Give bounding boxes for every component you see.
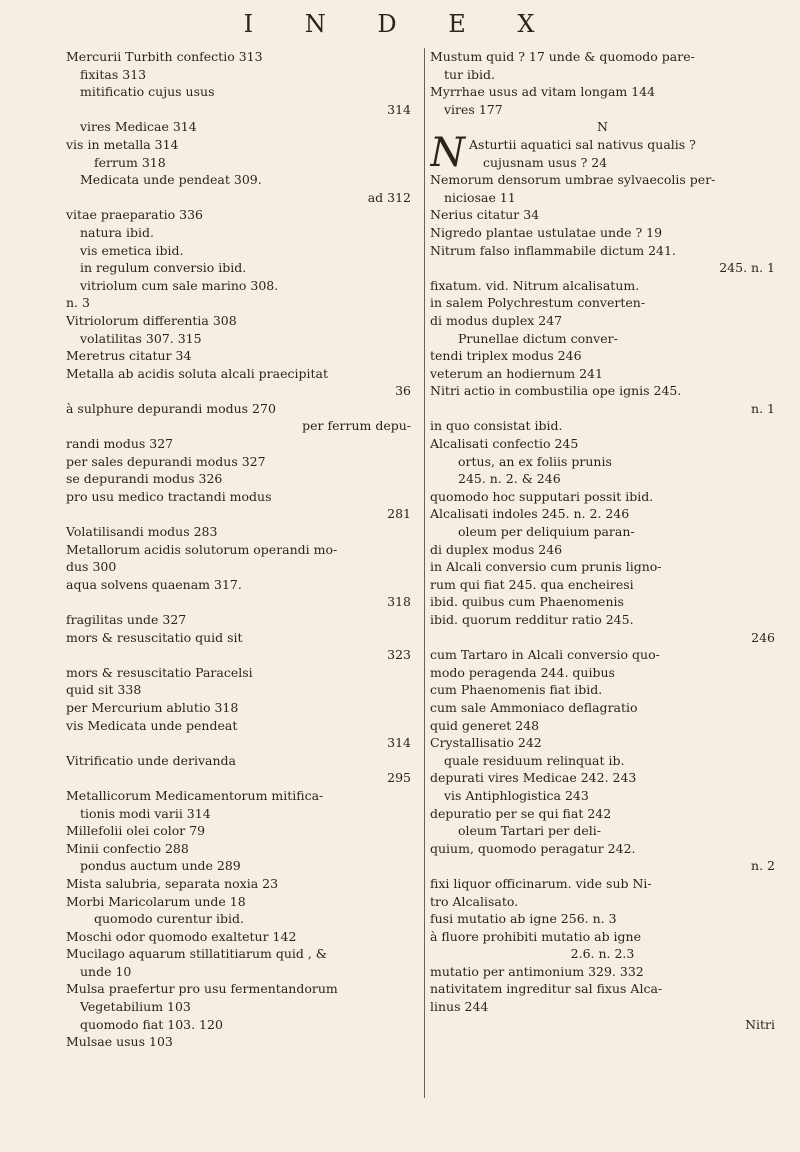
index-line: cujusnam usus ? 24	[483, 154, 608, 170]
index-line: Asturtii aquatici sal nativus qualis ?	[469, 136, 696, 152]
index-line: Medicata unde pendeat 309.	[80, 172, 262, 188]
index-line: aqua solvens quaenam 317.	[66, 576, 242, 592]
index-line: vitriolum cum sale marino 308.	[80, 277, 279, 293]
index-line: veterum an hodiernum 241	[430, 365, 603, 381]
index-line: Mulsae usus 103	[66, 1034, 173, 1050]
index-line: di modus duplex 247	[430, 312, 563, 328]
index-line: depuratio per se qui fiat 242	[430, 805, 612, 821]
index-line: se depurandi modus 326	[66, 471, 223, 487]
index-line: vis Antiphlogistica 243	[444, 787, 589, 803]
index-line: Vegetabilium 103	[80, 999, 191, 1015]
index-line: ferrum 318	[94, 154, 166, 170]
index-line: tro Alcalisato.	[430, 893, 519, 909]
index-line: Crystallisatio 242	[430, 735, 542, 751]
index-line: 246	[751, 629, 775, 645]
index-line: Minii confectio 288	[66, 840, 189, 856]
index-line: Nemorum densorum umbrae sylvaecolis per-	[430, 172, 716, 188]
index-line: ibid. quibus cum Phaenomenis	[430, 594, 624, 610]
index-line: Morbi Mariсolarum unde 18	[66, 893, 246, 909]
index-line: linus 244	[430, 999, 489, 1015]
index-line: oleum per deliquium paran-	[458, 524, 635, 540]
index-line: Mustum quid ? 17 unde & quomodo pare-	[430, 49, 695, 64]
index-line: 36	[395, 383, 411, 399]
index-line: oleum Tartari per deli-	[458, 823, 601, 839]
index-line: 2.6. n. 2.3	[570, 946, 635, 962]
index-line: ortus, an ex foliis prunis	[458, 453, 612, 469]
index-column-left	[66, 48, 411, 1051]
index-line: randi modus 327	[66, 436, 174, 452]
index-line: mitificatio cujus usus	[80, 84, 215, 100]
index-line: quale residuum relinquat ib.	[444, 752, 625, 768]
index-line: à sulphure depurandi modus 270	[66, 400, 276, 416]
index-line: tendi triplex modus 246	[430, 348, 582, 364]
index-line: fragilitas unde 327	[66, 612, 187, 627]
index-line: Mulsa praefertur pro usu fermentandorum	[66, 981, 338, 997]
index-line: Nitrum falso inflammabile dictum 241.	[430, 242, 676, 258]
index-line: fixi liquor officinarum. vide sub Ni-	[430, 875, 652, 891]
index-line: per ferrum depu-	[302, 418, 411, 434]
index-line: Moschi odor quomodo exaltetur 142	[66, 928, 297, 944]
index-line: per sales depurandi modus 327	[66, 453, 266, 469]
index-line: quium, quomodo peragatur 242.	[430, 840, 636, 856]
index-line: vires 177	[444, 101, 503, 117]
index-line: Vitriolorum differentia 308	[66, 312, 237, 328]
column-divider	[424, 48, 425, 1098]
index-line: rum qui fiat 245. qua encheiresi	[430, 576, 634, 592]
index-line: 245. n. 2. & 246	[458, 471, 561, 487]
section-n-start	[430, 136, 775, 171]
index-line: niciosae 11	[444, 189, 516, 205]
index-line: Metallicorum Medicamentorum mitifica-	[66, 787, 324, 803]
index-line: vitae praeparatio 336	[66, 207, 203, 223]
page-title: I N D E X	[243, 10, 557, 38]
index-line: Alcalisati confectio 245	[430, 436, 579, 452]
index-line: pondus auctum unde 289	[80, 858, 241, 874]
index-line: 318	[387, 594, 411, 610]
index-line: ad 312	[367, 189, 411, 205]
index-line: tionis modi varii 314	[80, 805, 211, 821]
index-line: 314	[387, 735, 411, 751]
index-line: nativitatem ingreditur sal fixus Alca-	[430, 981, 663, 997]
index-line: pro usu medico tractandi modus	[66, 488, 272, 504]
index-line: Mista salubria, separata noxia 23	[66, 875, 279, 891]
index-line: quid generet 248	[430, 717, 540, 733]
index-line: fixitas 313	[80, 66, 147, 82]
index-line: Meretrus citatur 34	[66, 348, 192, 364]
index-line: Nitri actio in combustilia ope ignis 245.	[430, 383, 682, 399]
index-line: cum Tartaro in Alcali conversio quo-	[430, 647, 660, 663]
index-line: quomodo curentur ibid.	[94, 911, 244, 927]
index-line: in salem Polychrestum converten-	[430, 295, 646, 311]
index-line: quomodo fiat 103. 120	[80, 1016, 223, 1032]
index-line: per Mercurium ablutio 318	[66, 699, 239, 715]
index-line: mutatio per antimonium 329. 332	[430, 963, 644, 979]
index-line: cum Phaenomenis fiat ibid.	[430, 682, 603, 698]
index-line: Nitri	[745, 1016, 775, 1032]
index-line: in regulum conversio ibid.	[80, 260, 247, 276]
index-line: Prunellae dictum conver-	[458, 330, 618, 346]
index-line: Millefolii olei color 79	[66, 823, 206, 839]
index-line: fixatum. vid. Nitrum alcalisatum.	[430, 277, 640, 293]
index-line: Metallorum acidis solutorum operandi mo-	[66, 541, 338, 557]
index-line: vis in metalla 314	[66, 136, 179, 152]
index-line: 281	[387, 506, 411, 522]
index-line: ibid. quorum redditur ratio 245.	[430, 612, 634, 627]
index-line: 314	[387, 101, 411, 117]
index-line: vis Medicata unde pendeat	[66, 717, 238, 733]
index-line: Nigredo plantae ustulatae unde ? 19	[430, 224, 663, 240]
index-line: cum sale Ammoniaco deflagratio	[430, 699, 638, 715]
index-line: n. 3	[66, 295, 90, 311]
index-line: Nerius citatur 34	[430, 207, 540, 223]
index-line: Myrrhae usus ad vitam longam 144	[430, 84, 656, 100]
index-line: in quo consistat ibid.	[430, 418, 563, 434]
index-line: quid sit 338	[66, 682, 142, 698]
index-line: mors & resuscitatio Paracelsi	[66, 664, 253, 680]
index-line: quomodo hoc supputari possit ibid.	[430, 488, 654, 504]
index-line: in Alcali conversio cum prunis ligno-	[430, 559, 662, 575]
index-line: unde 10	[80, 963, 132, 979]
index-line: depurati vires Medicae 242. 243	[430, 770, 637, 786]
index-line: fusi mutatio ab igne 256. n. 3	[430, 911, 617, 927]
index-line: n. 2	[751, 858, 775, 874]
index-line: à fluore prohibiti mutatio ab igne	[430, 928, 642, 944]
index-line: 245. n. 1	[719, 260, 775, 276]
index-line: modo peragenda 244. quibus	[430, 664, 615, 680]
index-line: volatilitas 307. 315	[80, 330, 202, 346]
index-line: n. 1	[751, 400, 775, 416]
index-line: Mucilago aquarum stillatitiarum quid , &	[66, 946, 327, 962]
section-letter: N	[597, 119, 608, 135]
index-column-right	[430, 48, 775, 1033]
index-line: Mercurii Turbith confectio 313	[66, 49, 263, 64]
index-line: di duplex modus 246	[430, 541, 563, 557]
index-line: mors & resuscitatio quid sit	[66, 629, 243, 645]
index-line: 323	[387, 647, 411, 663]
index-line: natura ibid.	[80, 224, 154, 240]
index-line: dus 300	[66, 559, 117, 575]
index-line: vis emetica ibid.	[80, 242, 184, 258]
index-line: vires Medicae 314	[80, 119, 197, 135]
index-line: Metalla ab acidis soluta alcali praecipitat	[66, 365, 328, 381]
drop-cap: N	[430, 135, 465, 172]
index-line: Alcalisati indoles 245. n. 2. 246	[430, 506, 630, 522]
index-line: tur ibid.	[444, 66, 495, 82]
index-line: Vitrificatio unde derivanda	[66, 752, 236, 768]
index-line: Volatilisandi modus 283	[66, 524, 218, 540]
index-line: 295	[387, 770, 411, 786]
